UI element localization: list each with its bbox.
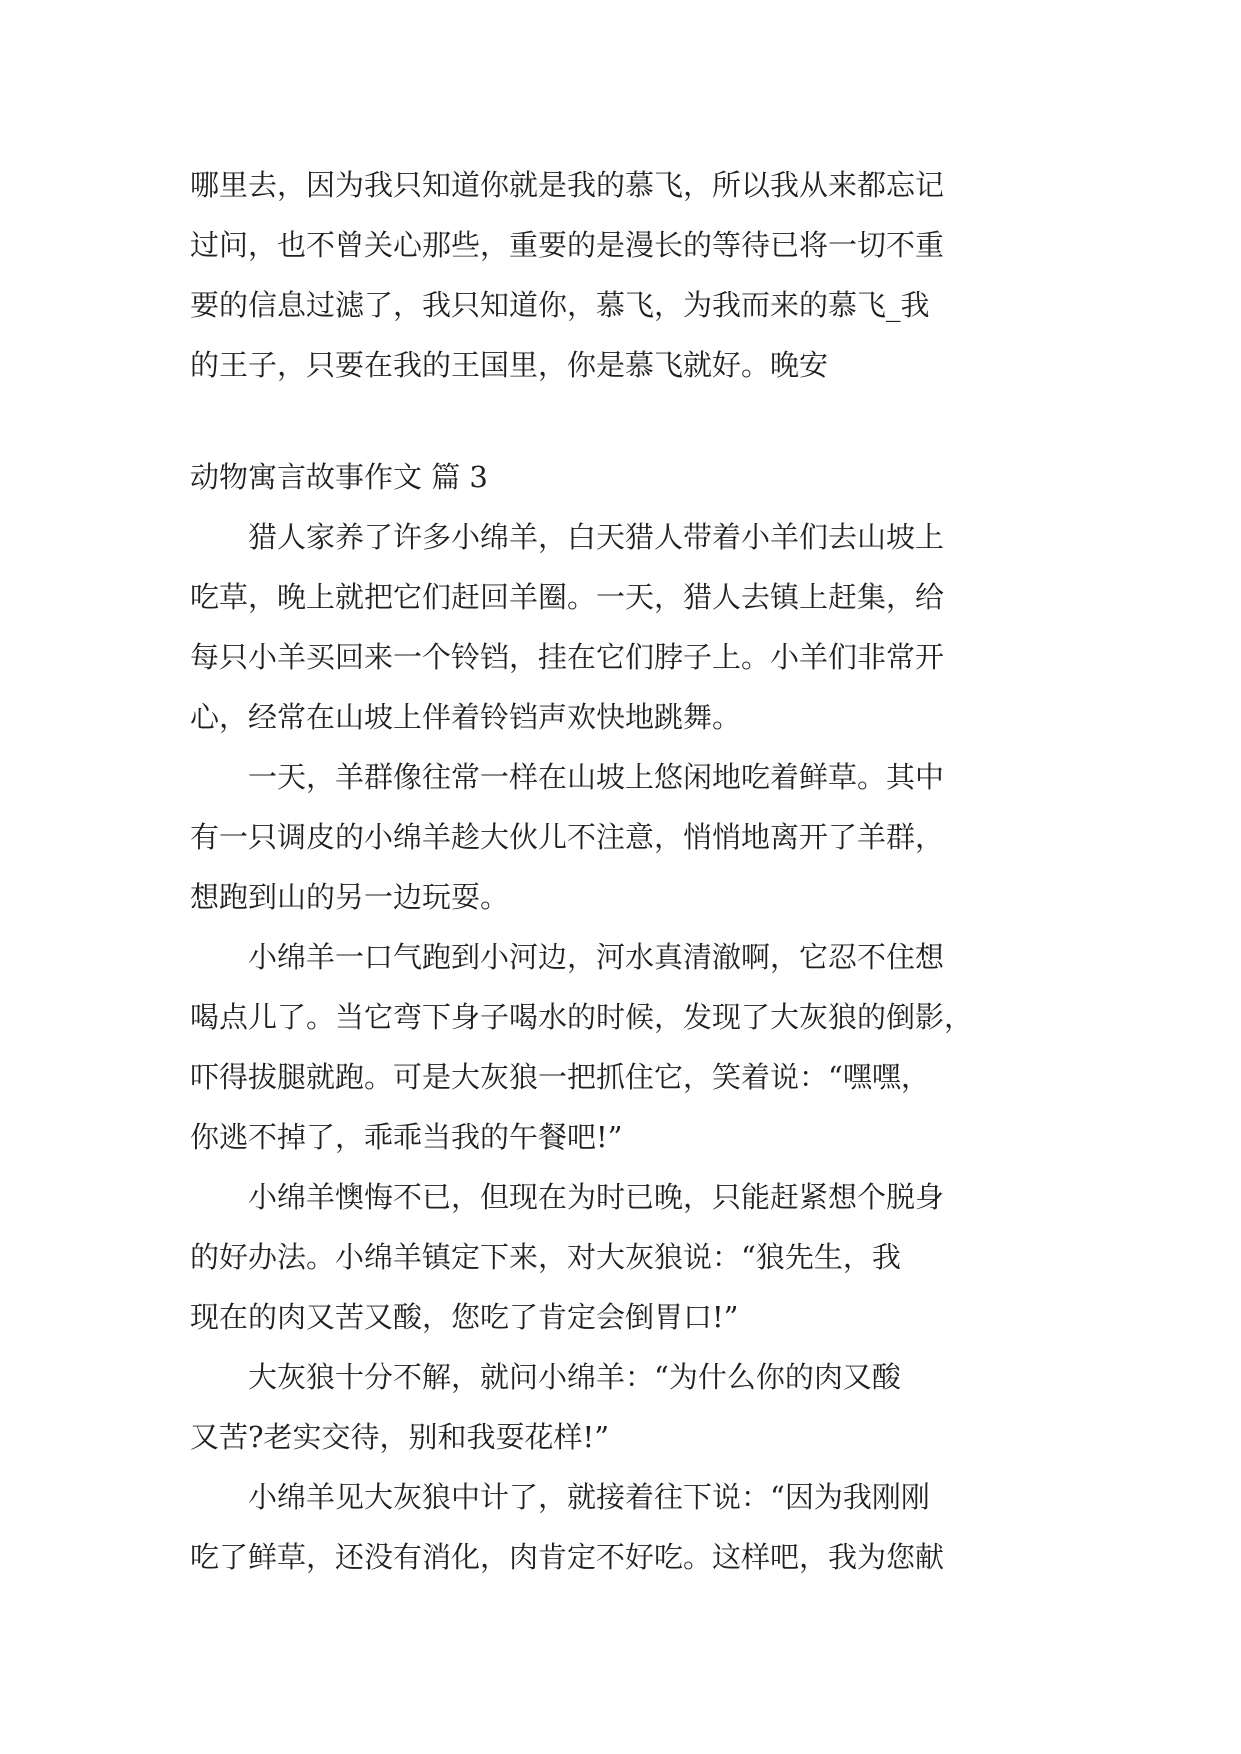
- text-line: 小绵羊见大灰狼中计了，就接着往下说：“因为我刚刚: [248, 1480, 930, 1514]
- text-line: 你逃不掉了，乖乖当我的午餐吧!”: [190, 1120, 623, 1154]
- text-line: 又苦?老实交待，别和我耍花样!”: [190, 1420, 610, 1454]
- text-line: 现在的肉又苦又酸，您吃了肯定会倒胃口!”: [190, 1300, 739, 1334]
- text-line: 吃草，晚上就把它们赶回羊圈。一天，猎人去镇上赶集，给: [190, 580, 945, 614]
- text-line: 想跑到山的另一边玩耍。: [190, 880, 510, 914]
- text-line: 一天，羊群像往常一样在山坡上悠闲地吃着鲜草。其中: [248, 760, 945, 794]
- story-body: [190, 507, 1050, 1587]
- text-line: 喝点儿了。当它弯下身子喝水的时候，发现了大灰狼的倒影，: [190, 1000, 974, 1034]
- text-line: 哪里去，因为我只知道你就是我的慕飞，所以我从来都忘记: [190, 168, 945, 202]
- text-line: 猎人家养了许多小绵羊，白天猎人带着小羊们去山坡上: [248, 520, 945, 554]
- text-line: 吓得拔腿就跑。可是大灰狼一把抓住它，笑着说：“嘿嘿，: [190, 1060, 930, 1094]
- text-line: 心，经常在山坡上伴着铃铛声欢快地跳舞。: [190, 700, 742, 734]
- section-heading: 动物寓言故事作文 篇 3: [190, 460, 488, 494]
- text-line: 的好办法。小绵羊镇定下来，对大灰狼说：“狼先生，我: [190, 1240, 901, 1274]
- continuation-paragraph: [190, 155, 1050, 395]
- text-line: 要的信息过滤了，我只知道你，慕飞，为我而来的慕飞_我: [190, 288, 930, 322]
- text-line: 过问，也不曾关心那些，重要的是漫长的等待已将一切不重: [190, 228, 945, 262]
- text-line: 小绵羊一口气跑到小河边，河水真清澈啊，它忍不住想: [248, 940, 945, 974]
- text-line: 小绵羊懊悔不已，但现在为时已晚，只能赶紧想个脱身: [248, 1180, 945, 1214]
- text-line: 有一只调皮的小绵羊趁大伙儿不注意，悄悄地离开了羊群，: [190, 820, 945, 854]
- text-line: 大灰狼十分不解，就问小绵羊：“为什么你的肉又酸: [248, 1360, 901, 1394]
- text-line: 的王子，只要在我的王国里，你是慕飞就好。晚安: [190, 348, 829, 382]
- text-line: 吃了鲜草，还没有消化，肉肯定不好吃。这样吧，我为您献: [190, 1540, 945, 1574]
- text-line: 每只小羊买回来一个铃铛，挂在它们脖子上。小羊们非常开: [190, 640, 945, 674]
